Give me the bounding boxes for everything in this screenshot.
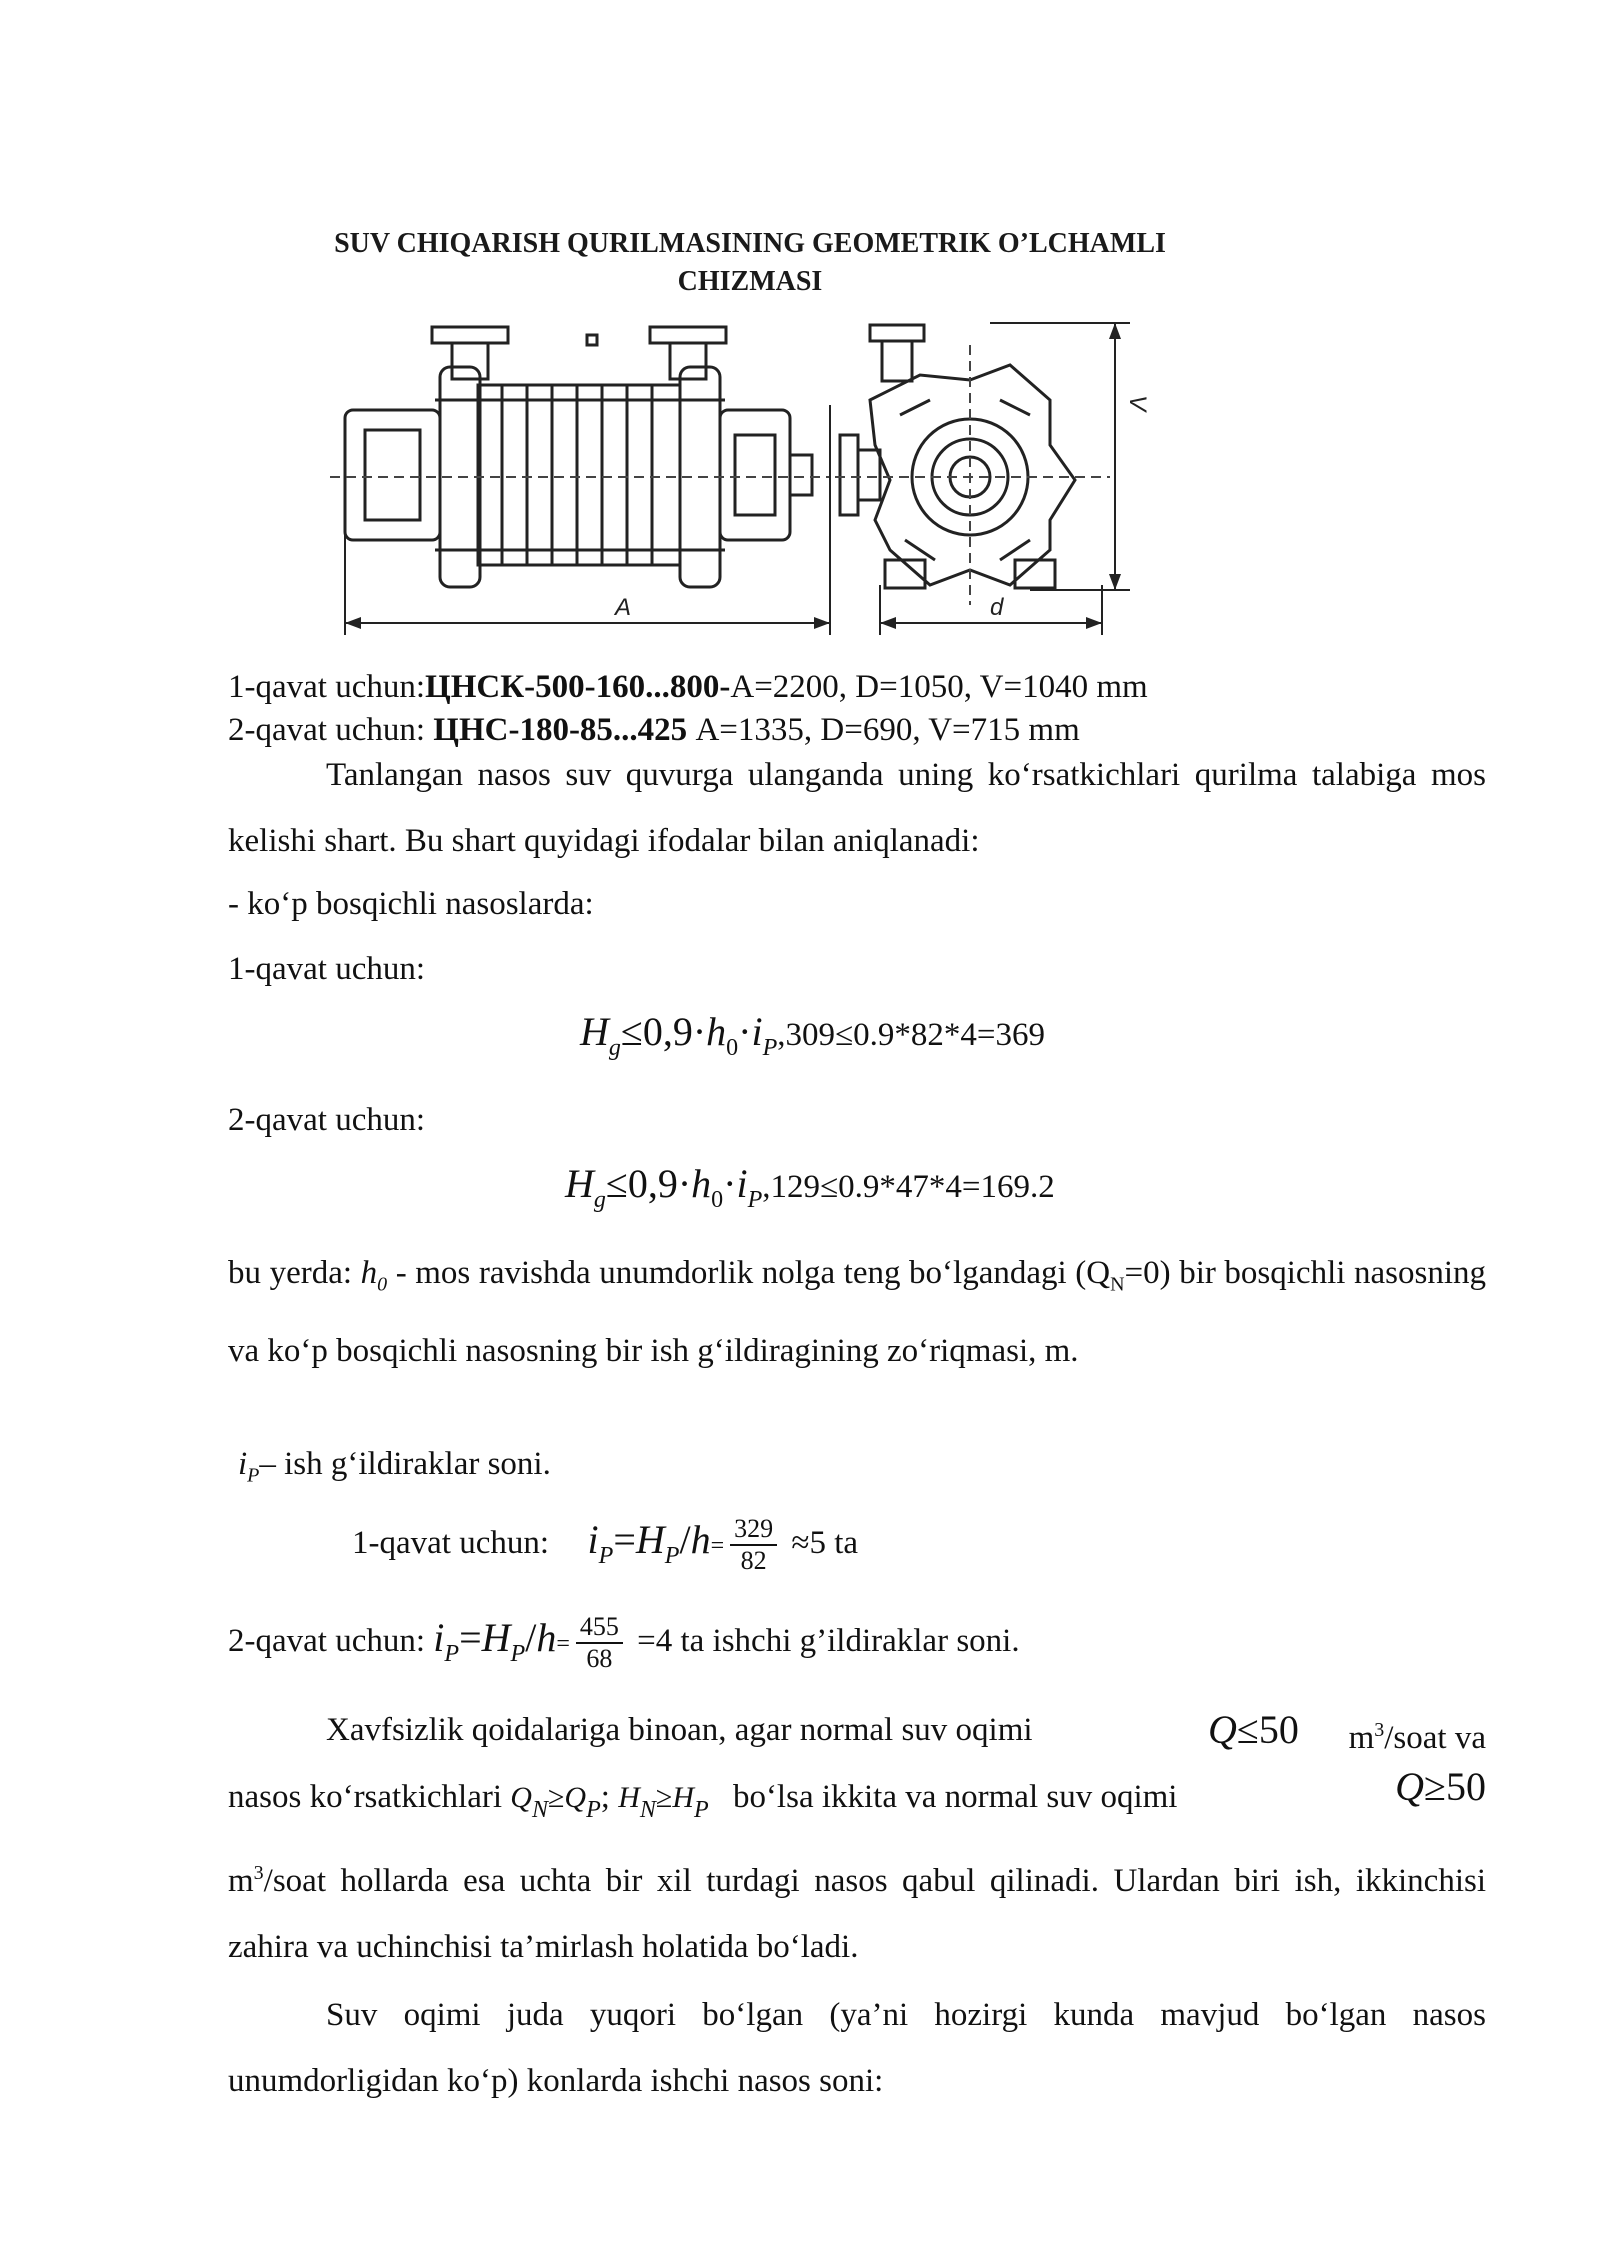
- f1-zero: 0: [726, 1035, 739, 1061]
- safety-m2: m: [228, 1863, 254, 1899]
- calc2-den: 68: [586, 1644, 613, 1674]
- f1-g: g: [608, 1035, 621, 1061]
- where-text: - mos ravishda unumdorlik nolga teng bo‘lgandagi (Q: [395, 1255, 1111, 1291]
- f1-i: i: [751, 1009, 763, 1054]
- f1-dot: ·: [738, 1009, 752, 1054]
- outlet-flange-right: [650, 327, 726, 343]
- sq2-ge: ≥: [547, 1781, 565, 1814]
- safety-d: nasos ko‘rsatkichlari: [228, 1779, 503, 1815]
- ip-i: i: [238, 1446, 248, 1482]
- c2-slash: /: [525, 1615, 537, 1660]
- spec-2-dims: A=1335, D=690, V=715 mm: [687, 712, 1080, 748]
- safety-e: bo‘lsa ikkita va normal suv oqimi: [732, 1779, 1178, 1815]
- safety-q-le: [1208, 1708, 1299, 1755]
- dimension-label-a: A: [615, 594, 632, 621]
- paragraph-where: [228, 1240, 1486, 1384]
- where-h0: 0: [377, 1273, 388, 1296]
- spec-1-dims: A=2200, D=1050, V=1040 mm: [730, 669, 1148, 705]
- sq2-Q2: Q: [564, 1781, 587, 1814]
- ip-definition: [238, 1442, 551, 1498]
- sq4-ge50: ≥50: [1424, 1764, 1486, 1809]
- safety-m: m: [1348, 1720, 1375, 1756]
- safety-line-1: [228, 1707, 1486, 1756]
- calc1-num: 329: [730, 1514, 777, 1546]
- calc1-den: 82: [740, 1546, 767, 1576]
- sq2-Q: Q: [510, 1781, 532, 1814]
- c2-h: h: [536, 1615, 557, 1660]
- safety-line-2: [228, 1764, 1486, 1832]
- sq2-semi: ;: [600, 1779, 610, 1815]
- spec-2-prefix: 2-qavat uchun:: [228, 712, 434, 748]
- sq3-N: N: [639, 1797, 656, 1823]
- c2-H: H: [481, 1615, 511, 1660]
- spec-2-model: ЦНС-180-85...425: [433, 712, 688, 748]
- f2-g: g: [593, 1187, 606, 1213]
- f1-H: H: [580, 1009, 609, 1054]
- f2-h: h: [691, 1161, 712, 1206]
- sq3-ge: ≥: [655, 1781, 673, 1814]
- sq3-P: P: [694, 1797, 709, 1823]
- outlet-flange-left: [432, 327, 508, 343]
- c1-P: P: [598, 1543, 614, 1569]
- f1-h: h: [706, 1009, 727, 1054]
- calc2-label: 2-qavat uchun:: [228, 1623, 426, 1659]
- floor2-label: 2-qavat uchun:: [228, 1102, 426, 1138]
- f1-k: 0,9·: [642, 1009, 707, 1054]
- spec-1-prefix: 1-qavat uchun:: [228, 669, 426, 705]
- calc2-tail: =4 ta ishchi g’ildiraklar soni.: [637, 1623, 1020, 1659]
- where-qn-sub: N: [1110, 1273, 1125, 1296]
- end-view-outlet: [870, 325, 924, 341]
- spec-line-1: [228, 665, 1148, 709]
- c1-slash: /: [679, 1517, 691, 1562]
- sq2-P: P: [586, 1797, 601, 1823]
- paragraph-condition: Tanlangan nasos suv quvurga ulanganda uning ko‘rsatkichlari qurilma talabiga mos kelishi shart. Bu shart quyidagi ifodalar bilan aniqlanadi:: [228, 757, 1486, 859]
- c1-h: h: [690, 1517, 711, 1562]
- calc1-tail: ≈5 ta: [791, 1525, 859, 1561]
- multi-stage-label: - ko‘p bosqichli nasoslarda:: [228, 886, 594, 922]
- safety-a: Xavfsizlik qoidalariga binoan, agar normal suv oqimi: [326, 1712, 1033, 1748]
- f2-k: 0,9·: [627, 1161, 692, 1206]
- figure-title-line2: CHIZMASI: [677, 266, 823, 297]
- c2-eq2: =: [556, 1631, 570, 1657]
- c1-eq: =: [613, 1517, 636, 1562]
- dimension-label-d: d: [990, 594, 1004, 621]
- safety-3: 3: [1374, 1719, 1385, 1741]
- c1-P2: P: [664, 1543, 680, 1569]
- c1-H: H: [635, 1517, 665, 1562]
- c2-i: i: [433, 1615, 445, 1660]
- floor1-label: 1-qavat uchun:: [228, 951, 426, 987]
- f2-dot: ·: [723, 1161, 737, 1206]
- safety-3b: 3: [253, 1862, 264, 1884]
- safety-q-ge: [1395, 1765, 1486, 1812]
- sq3-H2: H: [672, 1781, 695, 1814]
- calc2-fraction: [576, 1612, 623, 1674]
- calc1-fraction: [730, 1514, 777, 1576]
- ip-p: P: [247, 1464, 260, 1487]
- pump-drawing: [330, 305, 1160, 645]
- spec-1-model: ЦНСК-500-160...800-: [425, 669, 731, 705]
- f2-le: ≤: [605, 1161, 628, 1206]
- c2-eq: =: [459, 1615, 482, 1660]
- c1-i: i: [587, 1517, 599, 1562]
- f1-tail: ,309≤0.9*82*4=369: [777, 1017, 1046, 1053]
- calc-1: [352, 1510, 858, 1586]
- c2-P: P: [444, 1641, 460, 1667]
- calc1-label: 1-qavat uchun:: [352, 1525, 550, 1561]
- f2-zero: 0: [711, 1187, 724, 1213]
- f2-i: i: [736, 1161, 748, 1206]
- safety-f: /soat hollarda esa uchta bir xil turdagi nasos qabul qilinadi. Ulardan biri ish, ikkinchisi zahira va uchinchisi ta’mirlash holatida bo‘ladi.: [228, 1863, 1486, 1965]
- formula-1: [580, 1010, 1045, 1070]
- end-view-inlet: [840, 435, 858, 515]
- c2-P2: P: [510, 1641, 526, 1667]
- safety-unit-1: [1349, 1708, 1486, 1760]
- where-text2: =0) bir bosqichli nasosning va ko‘p bosqichli nasosning bir ish g‘ildiragining zo‘riqmasi, m.: [228, 1255, 1486, 1369]
- sq1-le50: ≤50: [1236, 1707, 1299, 1752]
- bearing-right: [720, 410, 790, 540]
- safety-c: /soat va: [1384, 1720, 1486, 1756]
- figure-title-line1: SUV CHIQARISH QURILMASINING GEOMETRIK O’LCHAMLI: [334, 228, 1166, 259]
- ip-text: – ish g‘ildiraklar soni.: [259, 1446, 551, 1482]
- formula-2: [565, 1162, 1055, 1222]
- f1-P: P: [762, 1035, 778, 1061]
- sq3-H: H: [618, 1781, 640, 1814]
- paragraph-last: Suv oqimi juda yuqori bo‘lgan (ya’ni hozirgi kunda mavjud bo‘lgan nasos unumdorligidan ko‘p) konlarda ishchi nasos soni:: [228, 1997, 1486, 2099]
- c1-eq2: =: [710, 1533, 725, 1559]
- calc-2: [228, 1608, 1020, 1684]
- sq2-N: N: [531, 1797, 548, 1823]
- sq4-Q: Q: [1395, 1764, 1425, 1809]
- dimension-label-v: V: [1124, 395, 1151, 412]
- calc2-num: 455: [576, 1612, 623, 1644]
- f2-tail: ,129≤0.9*47*4=169.2: [762, 1169, 1055, 1205]
- sq1-Q: Q: [1208, 1707, 1237, 1752]
- stage-body: [478, 385, 680, 565]
- f2-P: P: [747, 1187, 763, 1213]
- f2-H: H: [565, 1161, 594, 1206]
- f1-le: ≤: [620, 1009, 643, 1054]
- safety-rest: [228, 1840, 1486, 1980]
- where-prefix: bu yerda:: [228, 1255, 353, 1291]
- end-view-casing: [870, 365, 1075, 585]
- where-h: h: [360, 1255, 378, 1291]
